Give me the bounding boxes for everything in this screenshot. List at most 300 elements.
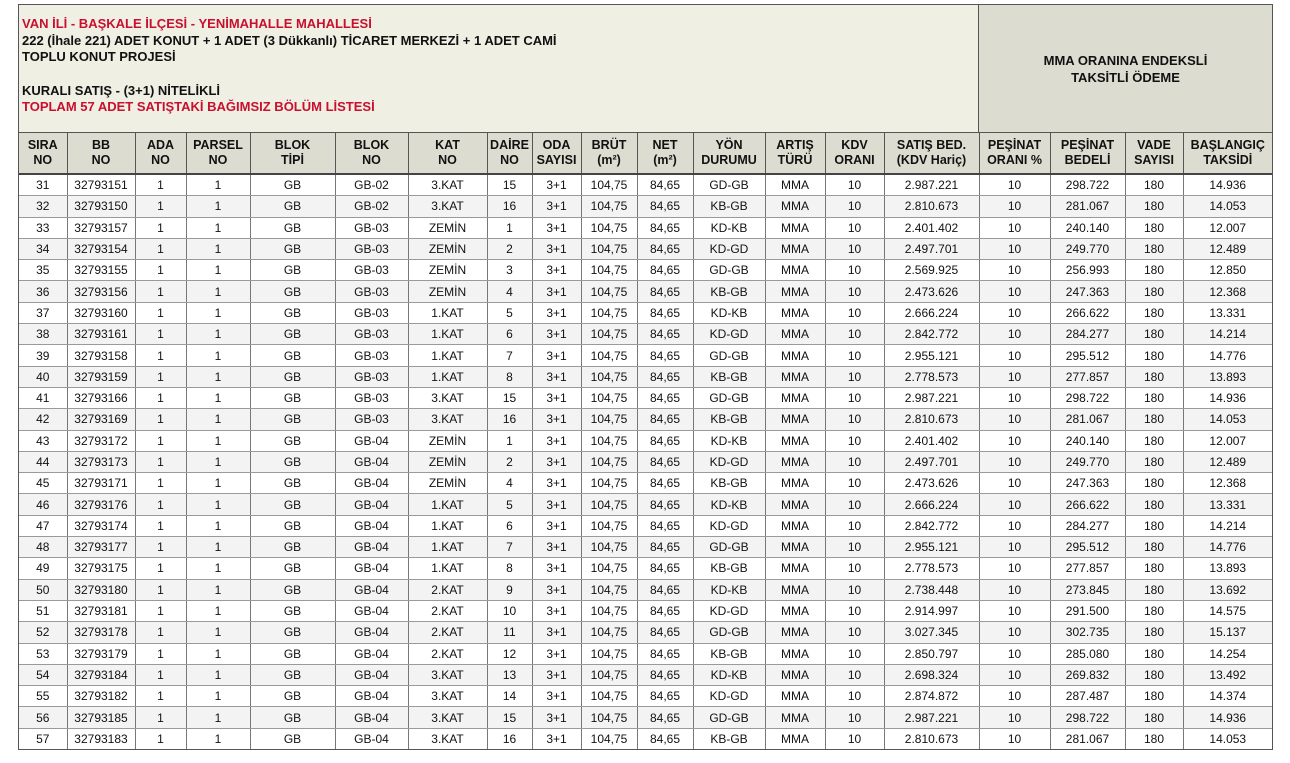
table-cell: 10: [825, 260, 884, 281]
table-cell: 32793177: [67, 537, 135, 558]
table-cell: GB-03: [335, 409, 408, 430]
table-cell: 104,75: [581, 707, 637, 728]
column-header: KAT NO: [408, 133, 487, 174]
table-row: [19, 643, 1272, 664]
table-cell: GB-02: [335, 196, 408, 217]
table-cell: GB-04: [335, 600, 408, 621]
table-cell: 1: [186, 707, 250, 728]
table-cell: 2.810.673: [884, 728, 979, 749]
table-row: [19, 260, 1272, 281]
table-cell: 14.053: [1183, 409, 1272, 430]
table-cell: 11: [487, 622, 532, 643]
table-cell: 32793156: [67, 281, 135, 302]
table-cell: 291.500: [1050, 600, 1125, 621]
table-cell: GB: [250, 643, 335, 664]
table-cell: MMA: [765, 302, 825, 323]
table-cell: 180: [1125, 281, 1183, 302]
table-cell: GB: [250, 387, 335, 408]
table-cell: GB-04: [335, 494, 408, 515]
table-cell: 32793182: [67, 686, 135, 707]
table-cell: 2.666.224: [884, 494, 979, 515]
project-type: TOPLU KONUT PROJESİ: [22, 49, 176, 64]
table-cell: 104,75: [581, 622, 637, 643]
table-cell: 14.374: [1183, 686, 1272, 707]
table-cell: 14.776: [1183, 537, 1272, 558]
table-cell: 2: [487, 451, 532, 472]
table-cell: KB-GB: [693, 281, 765, 302]
table-cell: 10: [979, 728, 1050, 749]
table-cell: 10: [825, 217, 884, 238]
table-cell: 10: [979, 451, 1050, 472]
table-cell: 1: [135, 451, 186, 472]
table-cell: 2.KAT: [408, 579, 487, 600]
table-cell: 10: [979, 302, 1050, 323]
table-cell: 13.331: [1183, 302, 1272, 323]
table-cell: 32793174: [67, 515, 135, 536]
table-cell: 1: [135, 260, 186, 281]
table-cell: MMA: [765, 473, 825, 494]
table-cell: GB: [250, 451, 335, 472]
table-cell: 32793171: [67, 473, 135, 494]
table-cell: 2.842.772: [884, 324, 979, 345]
column-header: KDV ORANI: [825, 133, 884, 174]
table-cell: MMA: [765, 238, 825, 259]
table-cell: 47: [19, 515, 67, 536]
table-cell: 1: [186, 686, 250, 707]
table-cell: 180: [1125, 494, 1183, 515]
table-cell: GB-03: [335, 302, 408, 323]
units-table: [19, 133, 1272, 749]
table-cell: KB-GB: [693, 196, 765, 217]
table-cell: 35: [19, 260, 67, 281]
table-cell: 104,75: [581, 238, 637, 259]
table-row: [19, 473, 1272, 494]
table-cell: 180: [1125, 409, 1183, 430]
table-cell: GB-03: [335, 324, 408, 345]
table-cell: GB-04: [335, 473, 408, 494]
table-cell: 2.497.701: [884, 238, 979, 259]
table-cell: 54: [19, 664, 67, 685]
table-cell: 1.KAT: [408, 515, 487, 536]
table-cell: 302.735: [1050, 622, 1125, 643]
column-header: PEŞİNAT ORANI %: [979, 133, 1050, 174]
table-cell: 15: [487, 387, 532, 408]
table-row: [19, 387, 1272, 408]
table-cell: 84,65: [637, 451, 693, 472]
table-cell: 45: [19, 473, 67, 494]
table-cell: GB: [250, 238, 335, 259]
table-cell: 10: [979, 196, 1050, 217]
table-row: [19, 281, 1272, 302]
table-cell: 3+1: [532, 664, 581, 685]
table-cell: GB-03: [335, 366, 408, 387]
table-cell: 180: [1125, 537, 1183, 558]
table-cell: GB: [250, 345, 335, 366]
table-cell: 84,65: [637, 366, 693, 387]
table-cell: KD-KB: [693, 430, 765, 451]
table-cell: GB: [250, 281, 335, 302]
table-cell: 84,65: [637, 558, 693, 579]
table-cell: MMA: [765, 600, 825, 621]
table-row: [19, 366, 1272, 387]
table-cell: 10: [979, 387, 1050, 408]
table-cell: 2.810.673: [884, 196, 979, 217]
table-row: [19, 707, 1272, 728]
table-cell: 32793154: [67, 238, 135, 259]
table-cell: MMA: [765, 260, 825, 281]
table-cell: 84,65: [637, 494, 693, 515]
table-cell: MMA: [765, 558, 825, 579]
table-cell: 1: [487, 430, 532, 451]
table-cell: MMA: [765, 324, 825, 345]
table-cell: 3+1: [532, 345, 581, 366]
table-cell: 104,75: [581, 302, 637, 323]
table-cell: MMA: [765, 494, 825, 515]
table-cell: 84,65: [637, 217, 693, 238]
table-cell: 180: [1125, 728, 1183, 749]
table-cell: 16: [487, 409, 532, 430]
table-cell: 10: [979, 217, 1050, 238]
table-cell: 10: [979, 281, 1050, 302]
table-cell: 32793184: [67, 664, 135, 685]
table-cell: 12.850: [1183, 260, 1272, 281]
table-cell: MMA: [765, 579, 825, 600]
table-cell: 84,65: [637, 686, 693, 707]
table-cell: 37: [19, 302, 67, 323]
table-cell: 33: [19, 217, 67, 238]
table-cell: 180: [1125, 302, 1183, 323]
table-cell: GB-04: [335, 579, 408, 600]
table-cell: 10: [825, 345, 884, 366]
table-cell: 32793178: [67, 622, 135, 643]
table-cell: 2.850.797: [884, 643, 979, 664]
sheet-header: [19, 5, 1272, 133]
table-cell: 56: [19, 707, 67, 728]
table-cell: 2.569.925: [884, 260, 979, 281]
table-cell: 3+1: [532, 409, 581, 430]
table-cell: 180: [1125, 430, 1183, 451]
table-cell: MMA: [765, 537, 825, 558]
table-cell: 9: [487, 579, 532, 600]
table-cell: GB-04: [335, 622, 408, 643]
table-cell: GB: [250, 558, 335, 579]
table-cell: 295.512: [1050, 345, 1125, 366]
table-cell: 15.137: [1183, 622, 1272, 643]
table-cell: GB: [250, 302, 335, 323]
table-cell: 46: [19, 494, 67, 515]
table-cell: 10: [825, 302, 884, 323]
table-cell: 273.845: [1050, 579, 1125, 600]
table-cell: 249.770: [1050, 451, 1125, 472]
list-title: TOPLAM 57 ADET SATIŞTAKİ BAĞIMSIZ BÖLÜM LİSTESİ: [22, 99, 375, 114]
table-cell: 2.955.121: [884, 537, 979, 558]
table-cell: 2.842.772: [884, 515, 979, 536]
table-cell: 104,75: [581, 728, 637, 749]
table-cell: KB-GB: [693, 643, 765, 664]
table-cell: KD-KB: [693, 664, 765, 685]
table-cell: 3.KAT: [408, 728, 487, 749]
column-header: PARSEL NO: [186, 133, 250, 174]
table-cell: 1: [186, 409, 250, 430]
table-cell: 13: [487, 664, 532, 685]
table-cell: 10: [979, 622, 1050, 643]
table-cell: 10: [979, 430, 1050, 451]
table-cell: 84,65: [637, 473, 693, 494]
table-cell: 1: [186, 430, 250, 451]
column-header: BLOK TİPİ: [250, 133, 335, 174]
table-cell: KB-GB: [693, 473, 765, 494]
table-cell: GD-GB: [693, 174, 765, 196]
table-cell: 1.KAT: [408, 366, 487, 387]
table-cell: 180: [1125, 473, 1183, 494]
table-cell: 285.080: [1050, 643, 1125, 664]
table-row: [19, 217, 1272, 238]
table-cell: 3.KAT: [408, 196, 487, 217]
table-cell: 2.987.221: [884, 387, 979, 408]
table-cell: 2.666.224: [884, 302, 979, 323]
table-cell: 13.492: [1183, 664, 1272, 685]
table-row: [19, 409, 1272, 430]
table-cell: 84,65: [637, 196, 693, 217]
table-row: [19, 302, 1272, 323]
table-cell: 2.497.701: [884, 451, 979, 472]
table-cell: 10: [825, 196, 884, 217]
table-cell: 32793150: [67, 196, 135, 217]
table-cell: 39: [19, 345, 67, 366]
table-cell: 180: [1125, 686, 1183, 707]
table-cell: 10: [825, 707, 884, 728]
table-cell: 1: [135, 707, 186, 728]
table-cell: 10: [979, 686, 1050, 707]
table-cell: 3+1: [532, 707, 581, 728]
table-cell: 5: [487, 494, 532, 515]
table-cell: 104,75: [581, 664, 637, 685]
table-cell: 84,65: [637, 622, 693, 643]
table-cell: 1: [186, 728, 250, 749]
table-cell: 16: [487, 196, 532, 217]
table-cell: 1: [135, 600, 186, 621]
table-cell: 1: [186, 515, 250, 536]
table-cell: 14.936: [1183, 387, 1272, 408]
table-cell: 10: [825, 281, 884, 302]
table-cell: 14.254: [1183, 643, 1272, 664]
table-cell: 10: [825, 174, 884, 196]
table-cell: MMA: [765, 707, 825, 728]
table-cell: 104,75: [581, 579, 637, 600]
table-cell: ZEMİN: [408, 260, 487, 281]
table-cell: 8: [487, 558, 532, 579]
table-cell: 1: [186, 537, 250, 558]
table-cell: 13.331: [1183, 494, 1272, 515]
table-cell: 32793175: [67, 558, 135, 579]
table-cell: 3+1: [532, 196, 581, 217]
table-cell: 14.053: [1209, 731, 1247, 746]
table-cell: 14.214: [1183, 324, 1272, 345]
table-cell: 32793173: [67, 451, 135, 472]
table-cell: 104,75: [581, 515, 637, 536]
table-cell: 10: [487, 600, 532, 621]
table-cell: 12.368: [1183, 473, 1272, 494]
table-cell: 7: [487, 537, 532, 558]
table-cell: 3+1: [532, 366, 581, 387]
table-cell: 10: [979, 664, 1050, 685]
table-cell: 10: [979, 260, 1050, 281]
table-row: [19, 430, 1272, 451]
table-cell: 84,65: [637, 238, 693, 259]
table-cell: 84,65: [637, 515, 693, 536]
table-cell: 281.067: [1050, 728, 1125, 749]
column-header: DAİRE NO: [487, 133, 532, 174]
table-cell: 180: [1125, 643, 1183, 664]
table-cell: ZEMİN: [408, 473, 487, 494]
table-cell: 84,65: [637, 345, 693, 366]
table-cell: 32793183: [67, 728, 135, 749]
table-row: [19, 174, 1272, 196]
table-cell: 1: [186, 366, 250, 387]
table-cell: 10: [979, 174, 1050, 196]
table-cell: GB: [250, 600, 335, 621]
table-cell: 10: [979, 324, 1050, 345]
table-cell: GD-GB: [693, 622, 765, 643]
table-cell: 3+1: [532, 622, 581, 643]
table-cell: GB: [250, 260, 335, 281]
table-cell: 3+1: [532, 451, 581, 472]
table-cell: MMA: [765, 366, 825, 387]
table-cell: 284.277: [1050, 515, 1125, 536]
table-cell: MMA: [765, 728, 825, 749]
table-cell: 1.KAT: [408, 302, 487, 323]
table-cell: 180: [1125, 217, 1183, 238]
table-cell: 14.936: [1183, 174, 1272, 196]
table-cell: 12.007: [1183, 430, 1272, 451]
table-cell: 104,75: [581, 324, 637, 345]
table-cell: 3.KAT: [408, 707, 487, 728]
table-cell: 1: [186, 174, 250, 196]
table-cell: KD-KB: [693, 217, 765, 238]
table-cell: 1: [135, 622, 186, 643]
table-cell: 1: [135, 664, 186, 685]
table-cell: 1: [186, 558, 250, 579]
table-cell: 10: [825, 537, 884, 558]
table-cell: 7: [487, 345, 532, 366]
table-cell: 10: [825, 643, 884, 664]
table-cell: MMA: [765, 515, 825, 536]
table-cell: 10: [979, 345, 1050, 366]
table-cell: 84,65: [637, 281, 693, 302]
table-cell: MMA: [765, 664, 825, 685]
table-cell: 2.955.121: [884, 345, 979, 366]
table-cell: 1: [487, 217, 532, 238]
table-row: [19, 451, 1272, 472]
table-cell: MMA: [765, 622, 825, 643]
table-cell: 1: [135, 643, 186, 664]
table-cell: 10: [979, 494, 1050, 515]
table-cell: 1: [135, 728, 186, 749]
table-cell: 1: [186, 451, 250, 472]
table-cell: MMA: [765, 217, 825, 238]
table-cell: 2.778.573: [884, 366, 979, 387]
table-cell: 1: [135, 366, 186, 387]
column-header: SATIŞ BED. (KDV Hariç): [884, 133, 979, 174]
table-cell: 104,75: [581, 430, 637, 451]
table-cell: 32793160: [67, 302, 135, 323]
table-cell: MMA: [765, 387, 825, 408]
table-cell: 3.KAT: [408, 409, 487, 430]
column-header: ADA NO: [135, 133, 186, 174]
table-cell: KB-GB: [693, 558, 765, 579]
table-cell: 1: [186, 302, 250, 323]
table-cell: 84,65: [637, 409, 693, 430]
sales-list-sheet: [18, 4, 1273, 750]
table-cell: 40: [19, 366, 67, 387]
location-title: VAN İLİ - BAŞKALE İLÇESİ - YENİMAHALLE MAHALLESİ: [22, 16, 372, 31]
table-cell: 14.053: [1183, 196, 1272, 217]
column-header: BAŞLANGIÇ TAKSİDİ: [1183, 133, 1272, 174]
table-cell: GB-03: [335, 387, 408, 408]
table-cell: 104,75: [581, 174, 637, 196]
table-cell: 104,75: [581, 345, 637, 366]
table-header-row: [19, 133, 1272, 174]
table-row: [19, 579, 1272, 600]
table-cell: 1: [135, 515, 186, 536]
table-cell: 180: [1125, 707, 1183, 728]
table-cell: 10: [825, 494, 884, 515]
table-cell: GB-03: [335, 281, 408, 302]
table-cell: 10: [825, 473, 884, 494]
table-cell: 1: [186, 260, 250, 281]
table-cell: 1: [186, 664, 250, 685]
table-cell: 1.KAT: [408, 494, 487, 515]
table-row: [19, 622, 1272, 643]
table-cell: ZEMİN: [408, 217, 487, 238]
table-cell: 3.KAT: [408, 686, 487, 707]
table-cell: 104,75: [581, 643, 637, 664]
table-cell: 2.738.448: [884, 579, 979, 600]
table-cell: 84,65: [637, 302, 693, 323]
table-cell: GB-04: [335, 537, 408, 558]
table-cell: GB: [250, 324, 335, 345]
table-cell: 1.KAT: [408, 324, 487, 345]
table-cell: 1: [135, 174, 186, 196]
column-header: BRÜT (m²): [581, 133, 637, 174]
table-cell: 14.936: [1183, 707, 1272, 728]
table-cell: 104,75: [581, 494, 637, 515]
table-cell: 1: [135, 473, 186, 494]
table-cell: 1: [186, 494, 250, 515]
table-cell: 32793181: [67, 600, 135, 621]
table-cell: 180: [1125, 515, 1183, 536]
table-cell: 48: [19, 537, 67, 558]
table-cell: 32793185: [67, 707, 135, 728]
table-cell: 249.770: [1050, 238, 1125, 259]
table-cell: 281.067: [1050, 196, 1125, 217]
table-cell: 3.027.345: [884, 622, 979, 643]
table-cell: KB-GB: [693, 366, 765, 387]
table-row: [19, 515, 1272, 536]
table-cell: GB: [250, 707, 335, 728]
table-cell: 32793180: [67, 579, 135, 600]
table-cell: 3.KAT: [408, 664, 487, 685]
table-cell: 180: [1125, 579, 1183, 600]
table-cell: 10: [825, 366, 884, 387]
table-cell: 266.622: [1050, 302, 1125, 323]
table-cell: 3.KAT: [408, 387, 487, 408]
table-cell: 1.KAT: [408, 345, 487, 366]
table-cell: 1: [186, 387, 250, 408]
table-cell: MMA: [765, 686, 825, 707]
table-cell: GB-04: [335, 686, 408, 707]
table-cell: 10: [979, 473, 1050, 494]
